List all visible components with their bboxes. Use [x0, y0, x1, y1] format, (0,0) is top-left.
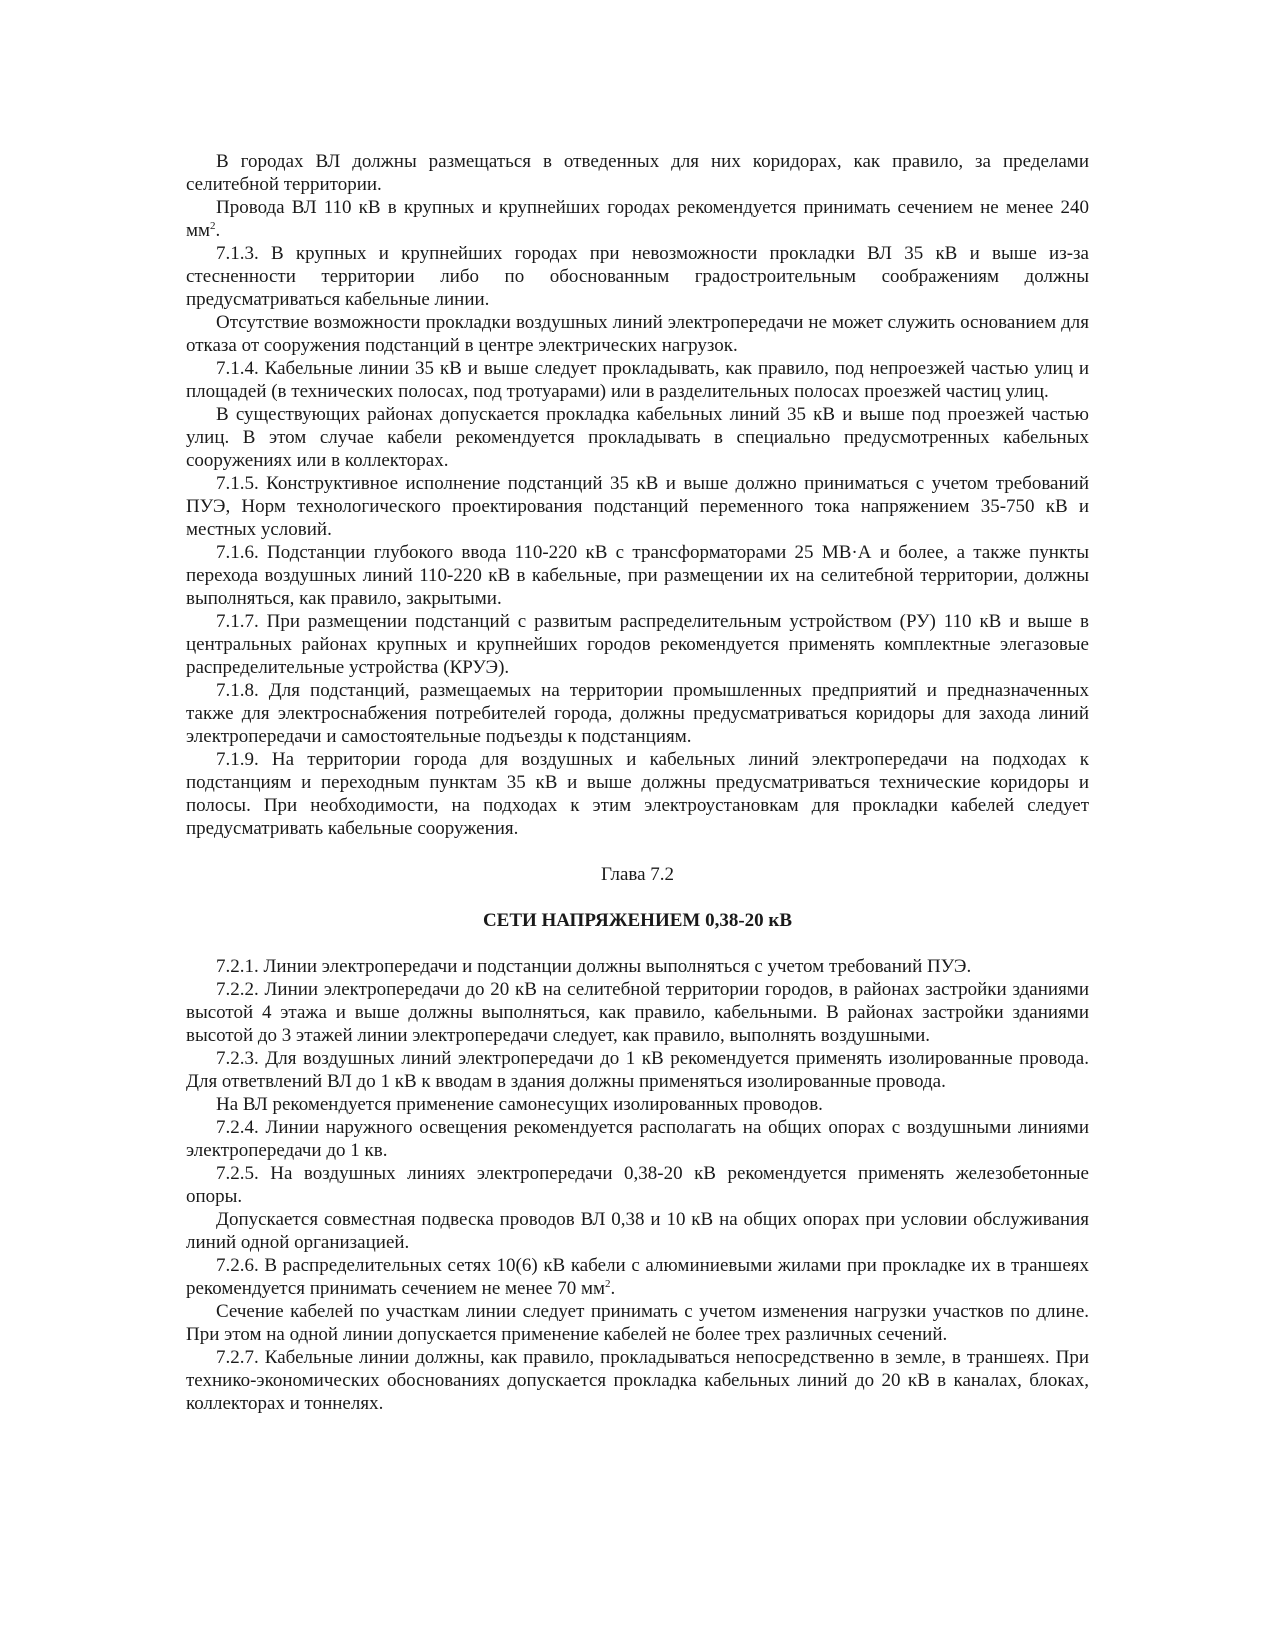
- paragraph: 7.2.2. Линии электропередачи до 20 кВ на селитебной территории городов, в районах застройки зданиями высотой 4 этажа и выше должны выполняться, как правило, кабельными. В районах застройки зданиями высотой до 3 этажей линии электропередачи следует, как правило, выполнять воздушными.: [186, 979, 1089, 1046]
- paragraph: 7.2.3. Для воздушных линий электропередачи до 1 кВ рекомендуется применять изолированные провода. Для ответвлений ВЛ до 1 кВ к вводам в здания должны применяться изолированные провода.: [186, 1048, 1089, 1092]
- paragraph: Сечение кабелей по участкам линии следует принимать с учетом изменения нагрузки участков по длине. При этом на одной линии допускается применение кабелей не более трех различных сечений.: [186, 1301, 1089, 1345]
- paragraph: 7.2.7. Кабельные линии должны, как правило, прокладываться непосредственно в земле, в траншеях. При технико-экономических обоснованиях допускается прокладка кабельных линий до 20 кВ в каналах, блоках, коллекторах и тоннелях.: [186, 1347, 1089, 1414]
- paragraph: Провода ВЛ 110 кВ в крупных и крупнейших городах рекомендуется принимать сечением не менее 240 $мм^2$.: [186, 197, 1089, 241]
- paragraph: 7.1.6. Подстанции глубокого ввода 110-220 кВ с трансформаторами 25 МВ·А и более, а также пункты перехода воздушных линий 110-220 кВ в кабельные, при размещении их на селитебной территории, должны выполняться, как правило, закрытыми.: [186, 542, 1089, 609]
- superscript: 2: [210, 220, 216, 232]
- paragraph: 7.1.9. На территории города для воздушных и кабельных линий электропередачи на подходах к подстанциям и переходным пунктам 35 кВ и выше должны предусматриваться технические коридоры и полосы. При необходимости, на подходах к этим электроустановкам для прокладки кабелей следует предусматривать кабельные сооружения.: [186, 749, 1089, 839]
- paragraph: Допускается совместная подвеска проводов ВЛ 0,38 и 10 кВ на общих опорах при условии обслуживания линий одной организацией.: [186, 1209, 1089, 1253]
- paragraph: 7.1.3. В крупных и крупнейших городах при невозможности прокладки ВЛ 35 кВ и выше из-за стесненности территории либо по обоснованным градостроительным соображениям должны предусматриваться кабельные линии.: [186, 243, 1089, 310]
- superscript: 2: [605, 1278, 611, 1290]
- paragraph: 7.2.6. В распределительных сетях 10(6) кВ кабели с алюминиевыми жилами при прокладке их в траншеях рекомендуется принимать сечением не менее 70 $мм^2$.: [186, 1255, 1089, 1299]
- chapter-title: СЕТИ НАПРЯЖЕНИЕМ 0,38-20 кВ: [482, 910, 793, 931]
- paragraph: В городах ВЛ должны размещаться в отведенных для них коридорах, как правило, за пределами селитебной территории.: [186, 151, 1089, 195]
- chapter-label: Глава 7.2: [600, 864, 675, 885]
- paragraph: 7.1.4. Кабельные линии 35 кВ и выше следует прокладывать, как правило, под непроезжей частью улиц и площадей (в технических полосах, под тротуарами) или в разделительных полосах проезжей частиц улиц.: [186, 358, 1089, 402]
- spacer: [186, 932, 1089, 955]
- paragraph: 7.1.7. При размещении подстанций с развитым распределительным устройством (РУ) 110 кВ и выше в центральных районах крупных и крупнейших городов рекомендуется применять комплектные элегазовые распределительные устройства (КРУЭ).: [186, 611, 1089, 678]
- document-page: [186, 150, 1089, 1415]
- paragraph: В существующих районах допускается прокладка кабельных линий 35 кВ и выше под проезжей частью улиц. В этом случае кабели рекомендуется прокладывать в специально предусмотренных кабельных сооружениях или в коллекторах.: [186, 404, 1089, 471]
- paragraph: Отсутствие возможности прокладки воздушных линий электропередачи не может служить основанием для отказа от сооружения подстанций в центре электрических нагрузок.: [186, 312, 1089, 356]
- section-7-2: [186, 955, 1089, 1415]
- paragraph: На ВЛ рекомендуется применение самонесущих изолированных проводов.: [216, 1094, 823, 1115]
- paragraph: 7.2.1. Линии электропередачи и подстанции должны выполняться с учетом требований ПУЭ.: [216, 956, 972, 977]
- paragraph: 7.2.4. Линии наружного освещения рекомендуется располагать на общих опорах с воздушными линиями электропередачи до 1 кв.: [186, 1117, 1089, 1161]
- section-7-1: [186, 150, 1089, 840]
- paragraph: 7.2.5. На воздушных линиях электропередачи 0,38-20 кВ рекомендуется применять железобетонные опоры.: [186, 1163, 1089, 1207]
- paragraph: 7.1.5. Конструктивное исполнение подстанций 35 кВ и выше должно приниматься с учетом требований ПУЭ, Норм технологического проектирования подстанций переменного тока напряжением 35-750 кВ и местных условий.: [186, 473, 1089, 540]
- paragraph: 7.1.8. Для подстанций, размещаемых на территории промышленных предприятий и предназначенных также для электроснабжения потребителей города, должны предусматриваться коридоры для захода линий электропередачи и самостоятельные подъезды к подстанциям.: [186, 680, 1089, 747]
